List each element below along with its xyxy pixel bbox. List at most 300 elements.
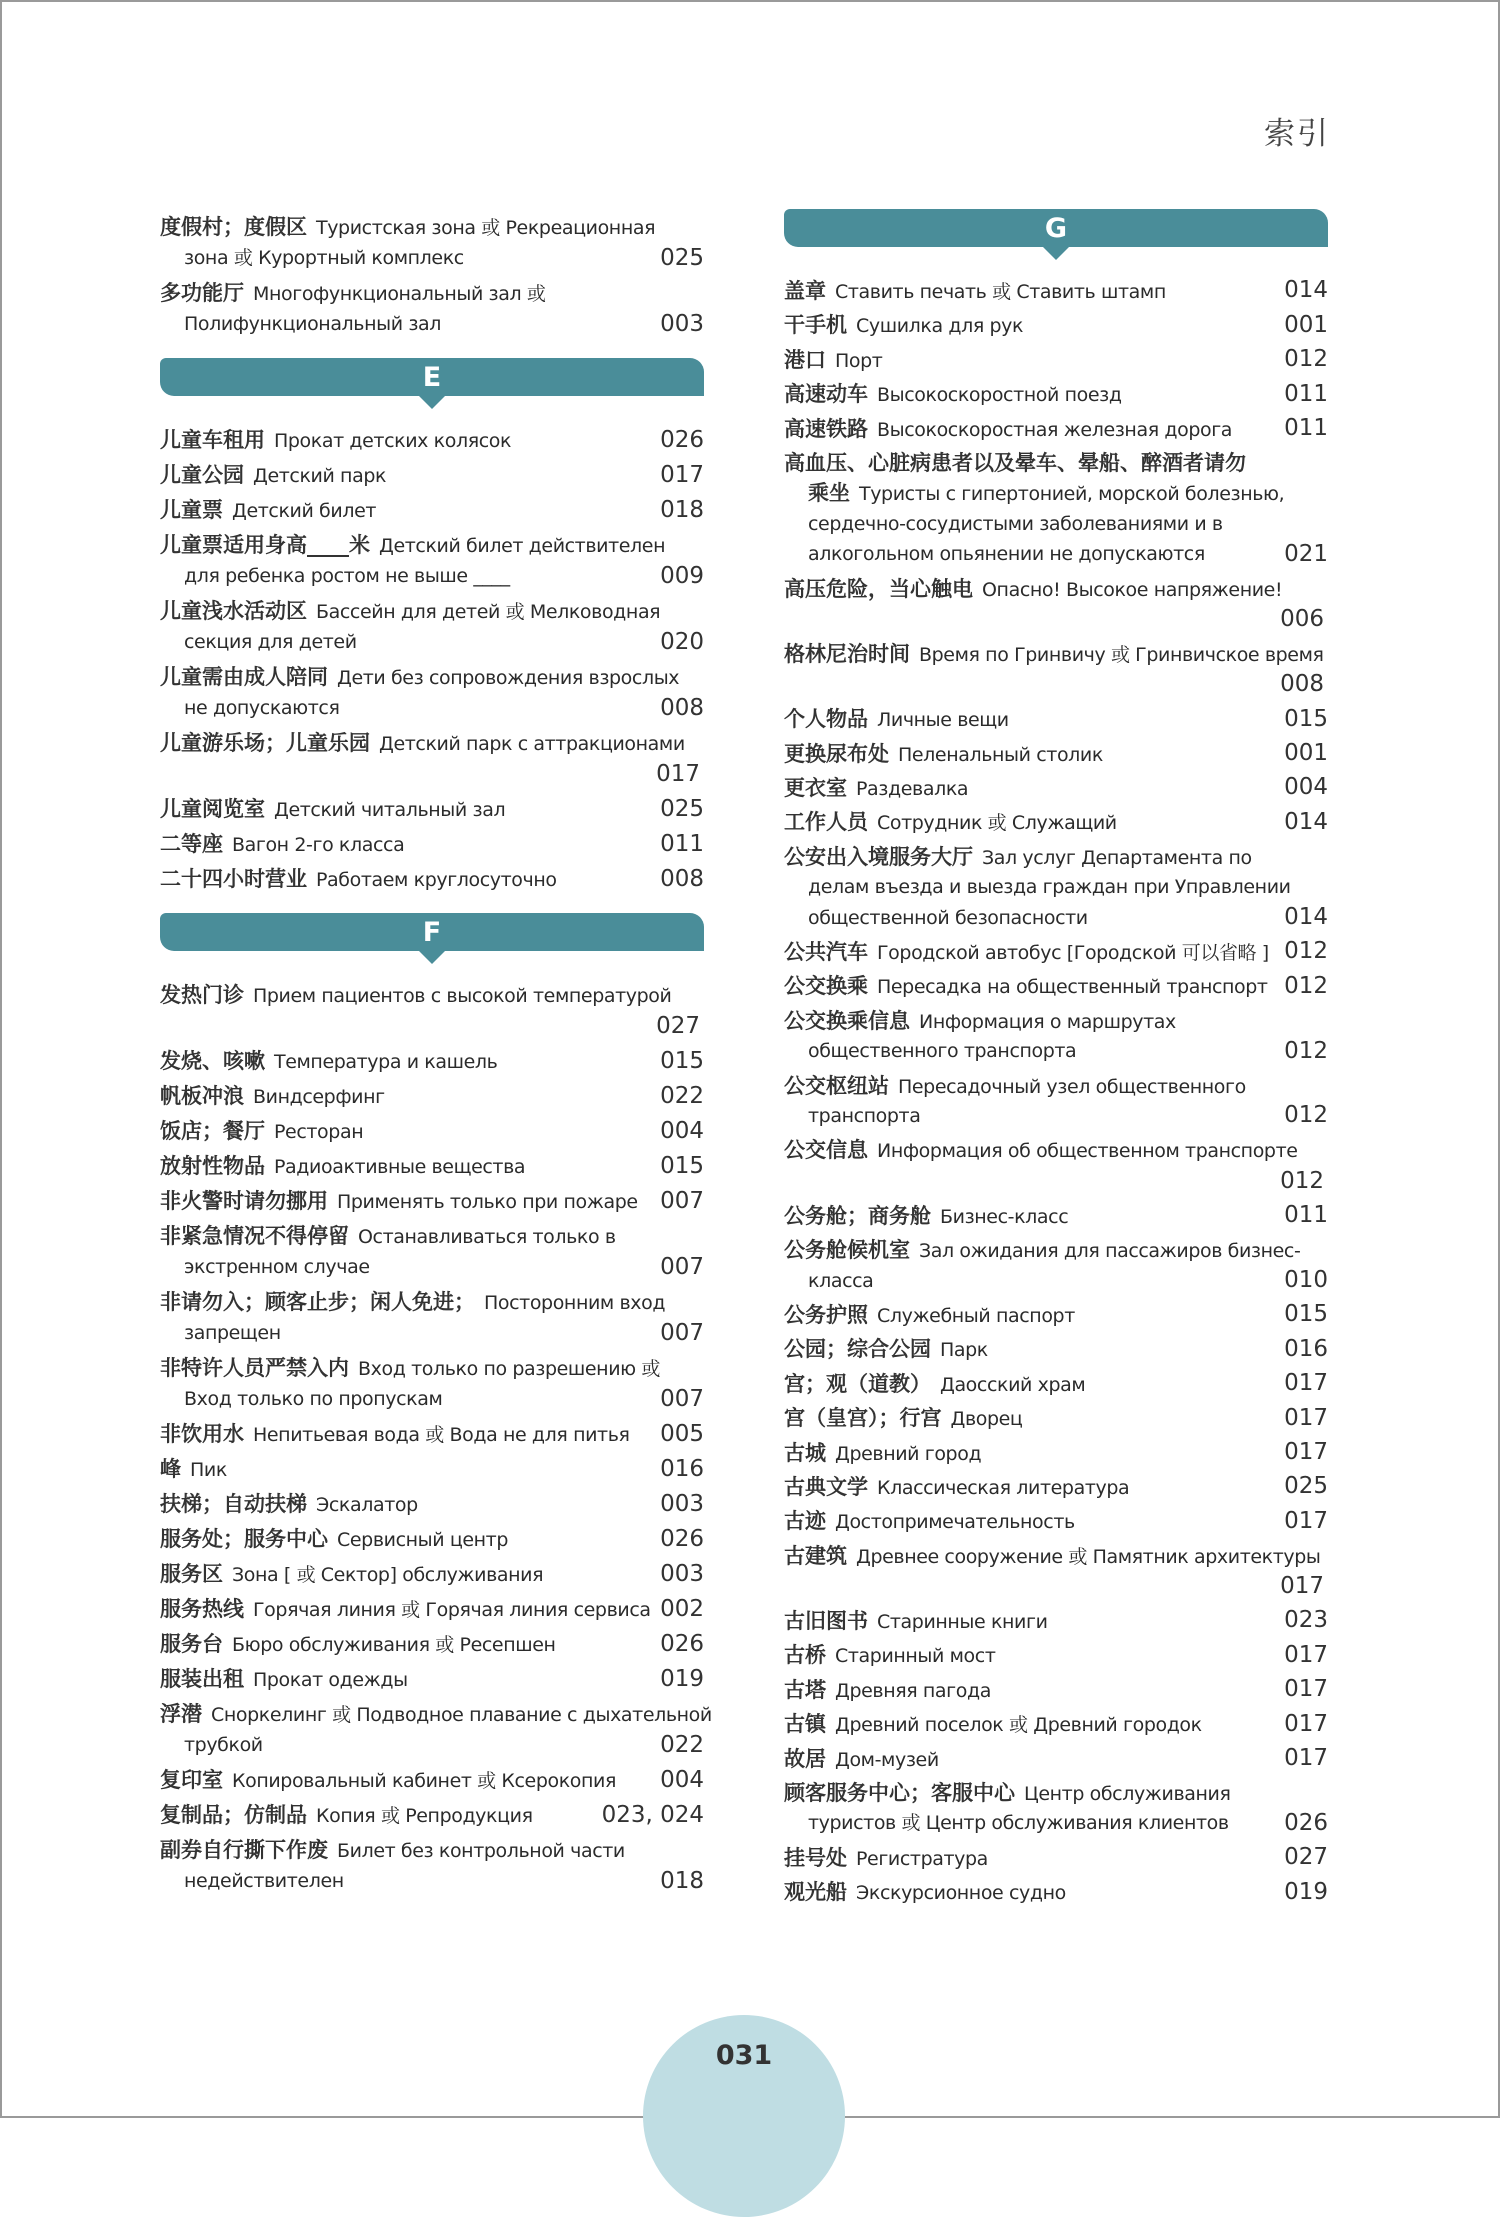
entry-line — [160, 1866, 700, 1897]
entry-chinese-term: 格林尼治时间 — [784, 641, 910, 666]
entry-line — [160, 1081, 700, 1112]
entry-chinese-term: 个人物品 — [784, 707, 868, 732]
entry-line — [784, 807, 1324, 837]
entry-line — [784, 448, 1324, 478]
entry-line — [160, 1221, 700, 1252]
entry-page-number: 005 — [660, 1421, 704, 1447]
index-entry — [784, 1403, 1328, 1433]
index-entry — [160, 1835, 704, 1897]
index-entry — [160, 829, 704, 860]
entry-page-number: 008 — [660, 866, 704, 892]
entry-chinese-term: 公园；综合公园 — [784, 1337, 931, 1362]
entry-line — [160, 1835, 700, 1866]
index-entry — [160, 1454, 704, 1485]
entry-russian-term: туристов 或 Центр обслуживания клиентов — [808, 1812, 1229, 1835]
entry-page-number: 007 — [660, 1386, 704, 1412]
entry-line — [160, 1454, 700, 1485]
entry-russian-term: Высокоскоростная железная дорога — [877, 418, 1233, 441]
entry-russian-term: Порт — [835, 349, 883, 372]
index-entry — [784, 937, 1328, 967]
entry-chinese-term: 浮潜 — [160, 1702, 202, 1726]
entry-chinese-term: 发热门诊 — [160, 983, 244, 1007]
entry-chinese-term: 公安出入境服务大厅 — [784, 844, 973, 869]
entry-russian-term: Детский читальный зал — [274, 799, 506, 821]
entry-russian-term: Прием пациентов с высокой температурой — [253, 985, 672, 1007]
entry-line — [160, 1524, 700, 1555]
entry-chinese-term: 古建筑 — [784, 1543, 847, 1568]
entry-russian-term: Копировальный кабинет 或 Ксерокопия — [232, 1770, 617, 1792]
entry-line — [784, 1606, 1324, 1636]
entry-chinese-term: 观光船 — [784, 1880, 847, 1905]
index-entry — [160, 460, 704, 491]
entry-page-number: 001 — [1284, 311, 1328, 338]
index-entry — [784, 1006, 1328, 1067]
page-title: 索引 — [1264, 116, 1330, 152]
entry-russian-term: Время по Гринвичу 或 Гринвичское время — [919, 643, 1324, 666]
entry-russian-term: Билет без контрольной части — [337, 1840, 625, 1862]
entry-russian-term: Опасно! Высокое напряжение! — [982, 578, 1283, 601]
entry-russian-term: для ребенка ростом не выше ____ — [184, 565, 510, 587]
entry-russian-term: Информация о маршрутах — [919, 1010, 1176, 1033]
entry-line — [784, 1541, 1324, 1571]
index-entry — [160, 1489, 704, 1520]
entry-line — [784, 1036, 1324, 1066]
entry-page-number: 018 — [660, 497, 704, 523]
entry-line — [784, 1071, 1324, 1101]
section-gap — [160, 344, 704, 358]
entry-chinese-term: 饭店；餐厅 — [160, 1119, 265, 1143]
entry-line — [784, 937, 1324, 967]
entry-russian-term: зона 或 Курортный комплекс — [184, 247, 464, 269]
entry-page-number: 017 — [1284, 1745, 1328, 1772]
entry-page-number: 027 — [1284, 1844, 1328, 1871]
entry-chinese-term: 高血压、心脏病患者以及晕车、晕船、醉酒者请勿 — [784, 450, 1246, 475]
entry-russian-term: Старинные книги — [877, 1611, 1048, 1634]
index-entry — [784, 1369, 1328, 1399]
entry-russian-term: запрещен — [184, 1322, 281, 1344]
entry-chinese-term: 非饮用水 — [160, 1422, 244, 1446]
entry-page-number: 020 — [660, 629, 704, 655]
entry-russian-term: Вход только по разрешению 或 — [358, 1358, 660, 1380]
index-entry — [784, 773, 1328, 803]
entry-page-number: 018 — [660, 1868, 704, 1894]
entry-page-number: 023, 024 — [601, 1802, 704, 1828]
entry-line — [160, 495, 700, 526]
index-entry — [160, 1629, 704, 1660]
entry-russian-term: Сервисный центр — [337, 1529, 508, 1551]
entry-russian-term: Древняя пагода — [835, 1679, 991, 1702]
entry-russian-term: Посторонним вход — [484, 1292, 666, 1314]
entry-page-number: 017 — [1284, 1710, 1328, 1737]
entry-page-number: 003 — [660, 311, 704, 337]
page-number: 031 — [715, 2040, 773, 2071]
index-entry — [160, 1081, 704, 1112]
entry-line — [784, 842, 1324, 872]
entry-line — [784, 1334, 1324, 1364]
entry-russian-term: Пересадка на общественный транспорт — [877, 976, 1268, 999]
entry-line — [160, 212, 700, 243]
entry-chinese-term: 峰 — [160, 1457, 181, 1481]
entry-page-number: 003 — [660, 1491, 704, 1517]
entry-line — [784, 1403, 1324, 1433]
entry-chinese-term: 扶梯；自动扶梯 — [160, 1492, 307, 1516]
entry-line — [160, 1559, 700, 1590]
entry-russian-term: Вагон 2-го класса — [232, 834, 405, 856]
index-entry — [160, 1524, 704, 1555]
index-entry — [784, 1438, 1328, 1468]
entry-page-number: 014 — [1284, 904, 1328, 931]
entry-chinese-term: 副券自行撕下作废 — [160, 1838, 328, 1862]
entry-page-number: 019 — [660, 1666, 704, 1692]
entry-line — [784, 739, 1324, 769]
entry-page-number: 019 — [1284, 1878, 1328, 1905]
index-entry — [160, 1353, 704, 1415]
index-entry — [784, 276, 1328, 306]
entry-russian-term: Достопримечательность — [835, 1511, 1075, 1534]
entry-page-number: 012 — [1280, 1167, 1324, 1194]
entry-chinese-term: 更换尿布处 — [784, 741, 889, 766]
section-header-f — [160, 913, 704, 951]
entry-line — [160, 1353, 700, 1384]
entry-page-number: 015 — [660, 1048, 704, 1074]
entry-russian-term: Центр обслуживания — [1024, 1783, 1231, 1806]
entry-russian-term: Древнее сооружение 或 Памятник архитектуры — [856, 1545, 1321, 1568]
entry-russian-term: Ставить печать 或 Ставить штамп — [835, 281, 1166, 303]
index-entry — [784, 310, 1328, 340]
entry-page-number: 022 — [660, 1083, 704, 1109]
index-entry — [784, 807, 1328, 837]
entry-russian-term: Туристская зона 或 Рекреационная — [316, 217, 656, 239]
entry-page-number: 017 — [1284, 1641, 1328, 1668]
entry-russian-term: Горячая линия 或 Горячая линия сервиса — [253, 1599, 651, 1621]
section-header-g — [784, 209, 1328, 247]
entry-page-number: 016 — [1284, 1335, 1328, 1362]
entry-russian-term: делам въезда и выезда граждан при Управлении — [808, 876, 1291, 899]
entry-chinese-term: 儿童票适用身高____米 — [160, 533, 370, 557]
entry-chinese-term: 高速铁路 — [784, 416, 868, 441]
entry-page-number: 010 — [1284, 1266, 1328, 1293]
entry-line — [784, 1640, 1324, 1670]
entry-russian-term: Температура и кашель — [274, 1051, 498, 1073]
entry-page-number: 026 — [1284, 1809, 1328, 1836]
entry-russian-term: Сушилка для рук — [856, 315, 1024, 338]
entry-page-number: 015 — [660, 1153, 704, 1179]
entry-page-number: 026 — [660, 1631, 704, 1657]
entry-page-number: 014 — [1284, 808, 1328, 835]
index-entry — [160, 495, 704, 526]
entry-line — [160, 460, 700, 491]
entry-chinese-term: 高压危险，当心触电 — [784, 576, 973, 601]
entry-page-number: 012 — [1284, 972, 1328, 999]
entry-line — [160, 561, 700, 592]
entry-page-number: 011 — [660, 831, 704, 857]
entry-russian-term: Городской автобус [Городской 可以省略 ] — [877, 942, 1269, 965]
entry-page-number: 012 — [1284, 346, 1328, 373]
index-entry — [784, 1506, 1328, 1536]
entry-page-number: 012 — [1284, 1102, 1328, 1129]
entry-page-number: 012 — [1284, 1037, 1328, 1064]
index-entry — [160, 1594, 704, 1625]
entry-line — [160, 1594, 700, 1625]
entry-line — [784, 539, 1324, 569]
entry-line — [160, 243, 700, 274]
entry-page-number: 017 — [1284, 1404, 1328, 1431]
entry-page-number: 014 — [1284, 277, 1328, 304]
index-entry — [784, 1201, 1328, 1231]
entry-chinese-term: 儿童阅览室 — [160, 797, 265, 821]
entry-russian-term: Личные вещи — [877, 709, 1009, 732]
index-entry — [160, 864, 704, 895]
index-entry — [784, 739, 1328, 769]
entry-line — [784, 971, 1324, 1001]
entry-page-number: 017 — [1280, 1573, 1324, 1600]
entry-page-number: 006 — [1280, 605, 1324, 632]
entry-russian-term: Экскурсионное судно — [856, 1882, 1066, 1905]
entry-line — [784, 1778, 1324, 1808]
entry-line — [784, 1201, 1324, 1231]
entry-chinese-term: 二等座 — [160, 832, 223, 856]
entry-line — [784, 1808, 1324, 1838]
entry-chinese-term: 高速动车 — [784, 382, 868, 407]
entry-line — [784, 276, 1324, 306]
entry-line — [784, 1101, 1324, 1131]
entry-chinese-term: 度假村；度假区 — [160, 215, 307, 239]
entry-line — [160, 693, 700, 724]
index-entry — [784, 1744, 1328, 1774]
entry-chinese-term: 发烧、咳嗽 — [160, 1049, 265, 1073]
entry-russian-term: Пеленальный столик — [898, 743, 1103, 766]
entry-page-number: 017 — [1284, 1370, 1328, 1397]
entry-line — [160, 980, 700, 1011]
entry-line — [784, 903, 1324, 933]
section-arrow-icon — [1043, 247, 1069, 260]
entry-page-number: 008 — [1280, 671, 1324, 698]
index-entry — [784, 1071, 1328, 1132]
entry-chinese-term: 更衣室 — [784, 776, 847, 801]
entry-chinese-term: 服务处；服务中心 — [160, 1527, 328, 1551]
entry-line — [160, 1046, 700, 1077]
entry-chinese-term: 故居 — [784, 1746, 826, 1771]
entry-page-number: 015 — [1284, 705, 1328, 732]
index-entry — [784, 379, 1328, 409]
entry-russian-term: Многофункциональный зал 或 — [253, 283, 546, 305]
entry-russian-term: Древний поселок 或 Древний городок — [835, 1714, 1202, 1737]
entry-russian-term: Виндсерфинг — [253, 1086, 385, 1108]
entry-russian-term: Пересадочный узел общественного — [898, 1075, 1246, 1098]
index-entry — [784, 1877, 1328, 1907]
entry-russian-term: Бюро обслуживания 或 Ресепшен — [232, 1634, 556, 1656]
entry-page-number: 008 — [660, 695, 704, 721]
entry-russian-term: не допускаются — [184, 697, 340, 719]
entry-page-number: 017 — [1284, 1507, 1328, 1534]
entry-chinese-term-cont: 乘坐 — [808, 481, 850, 506]
index-entry — [784, 414, 1328, 444]
entry-russian-term: Раздевалка — [856, 778, 969, 801]
entry-line — [160, 1116, 700, 1147]
entry-chinese-term: 宫（皇宫）；行宫 — [784, 1406, 942, 1431]
entry-line — [784, 1744, 1324, 1774]
entry-line — [784, 1472, 1324, 1502]
entry-line — [160, 309, 700, 340]
entry-chinese-term: 公交换乘信息 — [784, 1008, 910, 1033]
entry-line — [160, 1489, 700, 1520]
entry-page-number: 015 — [1284, 1301, 1328, 1328]
entry-russian-term: Дети без сопровождения взрослых — [337, 667, 680, 689]
index-entry — [784, 1778, 1328, 1839]
entry-russian-term: Туристы с гипертонией, морской болезнью, — [859, 483, 1285, 506]
entry-line — [784, 478, 1324, 508]
index-entry — [160, 1419, 704, 1450]
entry-chinese-term: 服务台 — [160, 1632, 223, 1656]
entry-russian-term: Сноркелинг 或 Подводное плавание с дыхательной — [211, 1704, 712, 1726]
index-entry — [160, 794, 704, 825]
entry-page-number: 002 — [660, 1596, 704, 1622]
section-letter: E — [422, 362, 442, 393]
entry-chinese-term: 儿童游乐场；儿童乐园 — [160, 731, 370, 755]
entry-chinese-term: 干手机 — [784, 313, 847, 338]
entry-chinese-term: 放射性物品 — [160, 1154, 265, 1178]
entry-russian-term: Зона [ 或 Сектор] обслуживания — [232, 1564, 544, 1586]
entry-line — [160, 1629, 700, 1660]
entry-russian-term: Дом-музей — [835, 1748, 939, 1771]
entry-chinese-term: 公交枢纽站 — [784, 1073, 889, 1098]
index-entry — [784, 1472, 1328, 1502]
index-entry — [784, 1709, 1328, 1739]
entry-russian-term: Древний город — [835, 1442, 982, 1465]
entry-russian-term: Бизнес-класс — [940, 1205, 1069, 1228]
entry-chinese-term: 工作人员 — [784, 810, 868, 835]
entry-chinese-term: 公务护照 — [784, 1302, 868, 1327]
entry-line — [160, 1318, 700, 1349]
entry-page-number: 023 — [1284, 1607, 1328, 1634]
entry-russian-term: Даосский храм — [940, 1373, 1086, 1396]
index-entry — [784, 1300, 1328, 1330]
entry-line — [784, 1266, 1324, 1296]
index-entry — [160, 728, 704, 790]
index-entry — [160, 1765, 704, 1796]
entry-line — [784, 379, 1324, 409]
entry-russian-term: Радиоактивные вещества — [274, 1156, 526, 1178]
entry-page-number: 026 — [660, 427, 704, 453]
entry-line — [784, 310, 1324, 340]
entry-line — [784, 773, 1324, 803]
entry-line — [784, 1506, 1324, 1536]
entry-russian-term: экстренном случае — [184, 1256, 370, 1278]
entry-line — [160, 1765, 700, 1796]
entry-line — [784, 1438, 1324, 1468]
entry-line — [160, 425, 700, 456]
entry-page-number: 026 — [660, 1526, 704, 1552]
entry-chinese-term: 服装出租 — [160, 1667, 244, 1691]
entry-line — [784, 345, 1324, 375]
entry-chinese-term: 多功能厅 — [160, 281, 244, 305]
entry-russian-term: Регистратура — [856, 1847, 988, 1870]
index-entry — [160, 1800, 704, 1831]
entry-russian-term: Зал услуг Департамента по — [982, 846, 1252, 869]
entry-chinese-term: 公务舱；商务舱 — [784, 1203, 931, 1228]
entry-chinese-term: 非紧急情况不得停留 — [160, 1224, 349, 1248]
entry-line — [160, 1699, 712, 1730]
entry-line — [160, 278, 700, 309]
entry-chinese-term: 盖章 — [784, 279, 826, 303]
entry-line — [784, 1235, 1324, 1265]
index-column-right — [784, 209, 1328, 1912]
entry-russian-term: Детский парк — [253, 465, 387, 487]
entry-chinese-term: 复制品；仿制品 — [160, 1803, 307, 1827]
entry-russian-term: Прокат одежды — [253, 1669, 408, 1691]
index-entry — [784, 1843, 1328, 1873]
entry-line — [784, 704, 1324, 734]
index-entry — [160, 1046, 704, 1077]
entry-page-number: 011 — [1284, 1202, 1328, 1229]
entry-line — [784, 1709, 1324, 1739]
section-letter: F — [422, 917, 442, 948]
index-entry — [784, 574, 1328, 635]
entry-page-number: 012 — [1284, 938, 1328, 965]
entry-chinese-term: 公交换乘 — [784, 974, 868, 999]
entry-line — [784, 1675, 1324, 1705]
entry-russian-term: Копия 或 Репродукция — [316, 1805, 533, 1827]
index-entry — [784, 1334, 1328, 1364]
entry-line — [784, 1300, 1324, 1330]
index-entry — [784, 1135, 1328, 1196]
entry-line — [160, 1252, 700, 1283]
entry-chinese-term: 宫；观（道教） — [784, 1371, 931, 1396]
entry-page-number: 001 — [1284, 740, 1328, 767]
index-entry — [784, 704, 1328, 734]
entry-page-number: 025 — [1284, 1473, 1328, 1500]
entry-page-number: 017 — [1284, 1438, 1328, 1465]
entry-line — [784, 1843, 1324, 1873]
index-entry — [784, 1541, 1328, 1602]
entry-page-number: 011 — [1284, 380, 1328, 407]
entry-chinese-term: 公交信息 — [784, 1138, 868, 1163]
entry-russian-term: транспорта — [808, 1104, 921, 1127]
entry-russian-term: Останавливаться только в — [358, 1226, 616, 1248]
entry-russian-term: Вход только по пропускам — [184, 1388, 443, 1410]
index-entry — [160, 1221, 704, 1283]
entry-line — [160, 1287, 700, 1318]
entry-page-number: 004 — [660, 1767, 704, 1793]
entry-chinese-term: 儿童票 — [160, 498, 223, 522]
entry-line — [160, 1151, 700, 1182]
entry-russian-term: Прокат детских колясок — [274, 430, 512, 452]
entry-chinese-term: 港口 — [784, 347, 826, 372]
entry-chinese-term: 儿童浅水活动区 — [160, 599, 307, 623]
index-entry — [784, 842, 1328, 933]
index-entry — [160, 1664, 704, 1695]
entry-page-number: 007 — [660, 1320, 704, 1346]
entry-page-number: 022 — [660, 1732, 704, 1758]
entry-russian-term: Классическая литература — [877, 1476, 1130, 1499]
entry-russian-term: общественного транспорта — [808, 1040, 1077, 1063]
entry-russian-term: Ресторан — [274, 1121, 364, 1143]
entry-russian-term: Эскалатор — [316, 1494, 418, 1516]
entry-page-number: 021 — [1284, 540, 1328, 567]
entry-russian-term: Пик — [190, 1459, 227, 1481]
index-entry — [784, 1606, 1328, 1636]
entry-line — [784, 1006, 1324, 1036]
entry-line — [784, 872, 1324, 902]
entry-russian-term: Зал ожидания для пассажиров бизнес- — [919, 1240, 1301, 1263]
entry-line — [160, 728, 700, 759]
entry-page-number: 016 — [660, 1456, 704, 1482]
index-entry — [160, 1151, 704, 1182]
entry-page-number: 007 — [660, 1254, 704, 1280]
entry-russian-term: общественной безопасности — [808, 906, 1088, 929]
entry-line — [160, 596, 700, 627]
entry-line — [784, 1135, 1324, 1165]
